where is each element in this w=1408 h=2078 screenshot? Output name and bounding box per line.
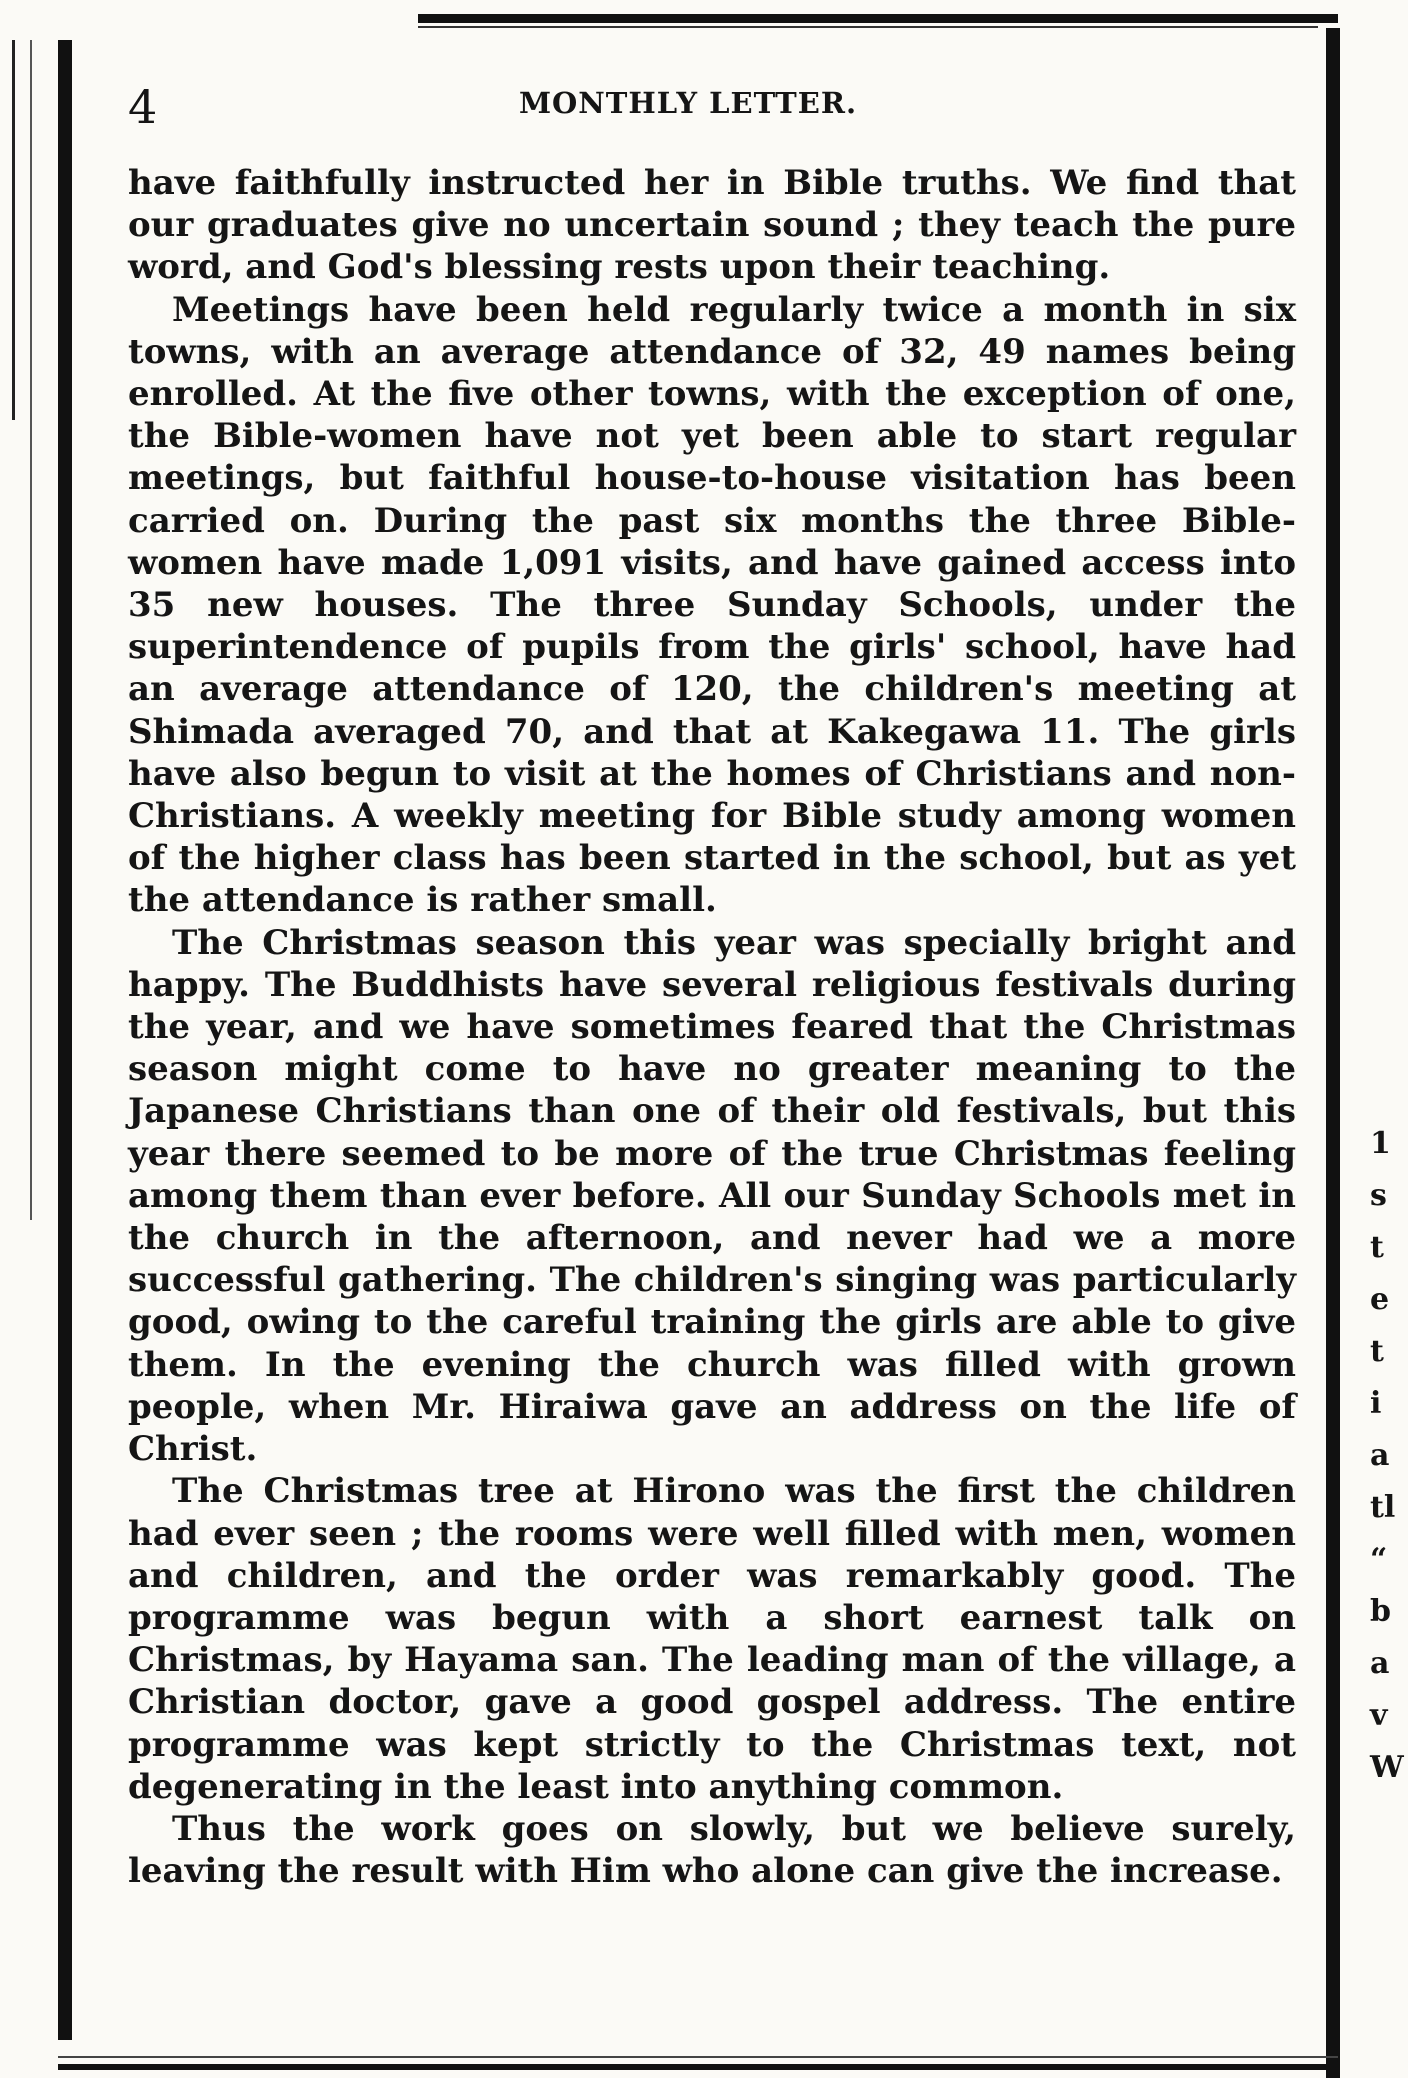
page-number: 4 (128, 80, 158, 134)
body-text (128, 162, 1296, 1892)
right-page-edge (1326, 28, 1340, 2078)
margin-fragment: t (1370, 1334, 1384, 1369)
page-header (128, 80, 1308, 140)
paragraph-4: The Christmas tree at Hirono was the first the children had ever seen ; the rooms were well filled with men, women and children, and the order was remarkably good. The programme was begun with a short earnest talk on Christmas, by Hayama san. The leading man of the village, a Christian doctor, gave a good gospel address. The entire programme was kept strictly to the Christmas text, not degenerating in the least into anything common. (128, 1471, 1296, 1807)
margin-fragment: e (1370, 1282, 1390, 1317)
paragraph-3: The Christmas season this year was specially bright and happy. The Buddhists have several religious festivals during the year, and we have sometimes feared that the Christmas season might come to have no greater meaning to the Japanese Christians than one of their old festivals, but this year there seemed to be more of the true Christmas feeling among them than ever before. All our Sunday Schools met in the church in the afternoon, and never had we a more successful gathering. The children's singing was particularly good, owing to the careful training the girls are able to give them. In the evening the church was filled with grown people, when Mr. Hiraiwa gave an address on the life of Christ. (128, 922, 1296, 1470)
paragraph-1: have faithfully instructed her in Bible truths. We find that our graduates give no uncertain sound ; they teach the pure word, and God's blessing rests upon their teaching. (128, 163, 1296, 288)
margin-fragment: s (1370, 1178, 1387, 1213)
margin-fragment: b (1370, 1594, 1391, 1629)
running-head: MONTHLY LETTER. (518, 86, 858, 120)
margin-fragment: i (1370, 1386, 1382, 1421)
margin-fragment: 1 (1370, 1126, 1391, 1161)
margin-fragment: t (1370, 1230, 1384, 1265)
margin-fragment: “ (1370, 1542, 1388, 1577)
top-border-thin-rule (418, 26, 1318, 28)
facing-page-fragments (1370, 1120, 1406, 1796)
margin-fragment: v (1370, 1698, 1388, 1733)
left-binding-line (12, 40, 15, 420)
paragraph-2: Meetings have been held regularly twice a month in six towns, with an average attendance of 32, 49 names being enrolled. At the five other towns, with the exception of one, the Bible-women have not yet been able to start regular meetings, but faithful house-to-house visitation has been carried on. During the past six months the three Bible-women have made 1,091 visits, and have gained access into 35 new houses. The three Sunday Schools, under the superintendence of pupils from the girls' school, have had an average attendance of 120, the children's meeting at Shimada averaged 70, and that at Kakegawa 11. The girls have also begun to visit at the homes of Christians and non-Christians. A weekly meeting for Bible study among women of the higher class has been started in the school, but as yet the attendance is rather small. (128, 289, 1296, 921)
top-border-rule (418, 14, 1338, 23)
margin-fragment: tl (1370, 1490, 1396, 1525)
paragraph-5: Thus the work goes on slowly, but we believe surely, leaving the result with Him who alone can give the increase. (128, 1808, 1296, 1892)
margin-fragment: a (1370, 1646, 1390, 1681)
bottom-border-thin-rule (58, 2056, 1338, 2058)
left-page-edge (58, 40, 72, 2040)
margin-fragment: W (1370, 1750, 1404, 1785)
left-binding-line-secondary (30, 40, 32, 1220)
bottom-border-rule (58, 2064, 1338, 2070)
margin-fragment: a (1370, 1438, 1390, 1473)
